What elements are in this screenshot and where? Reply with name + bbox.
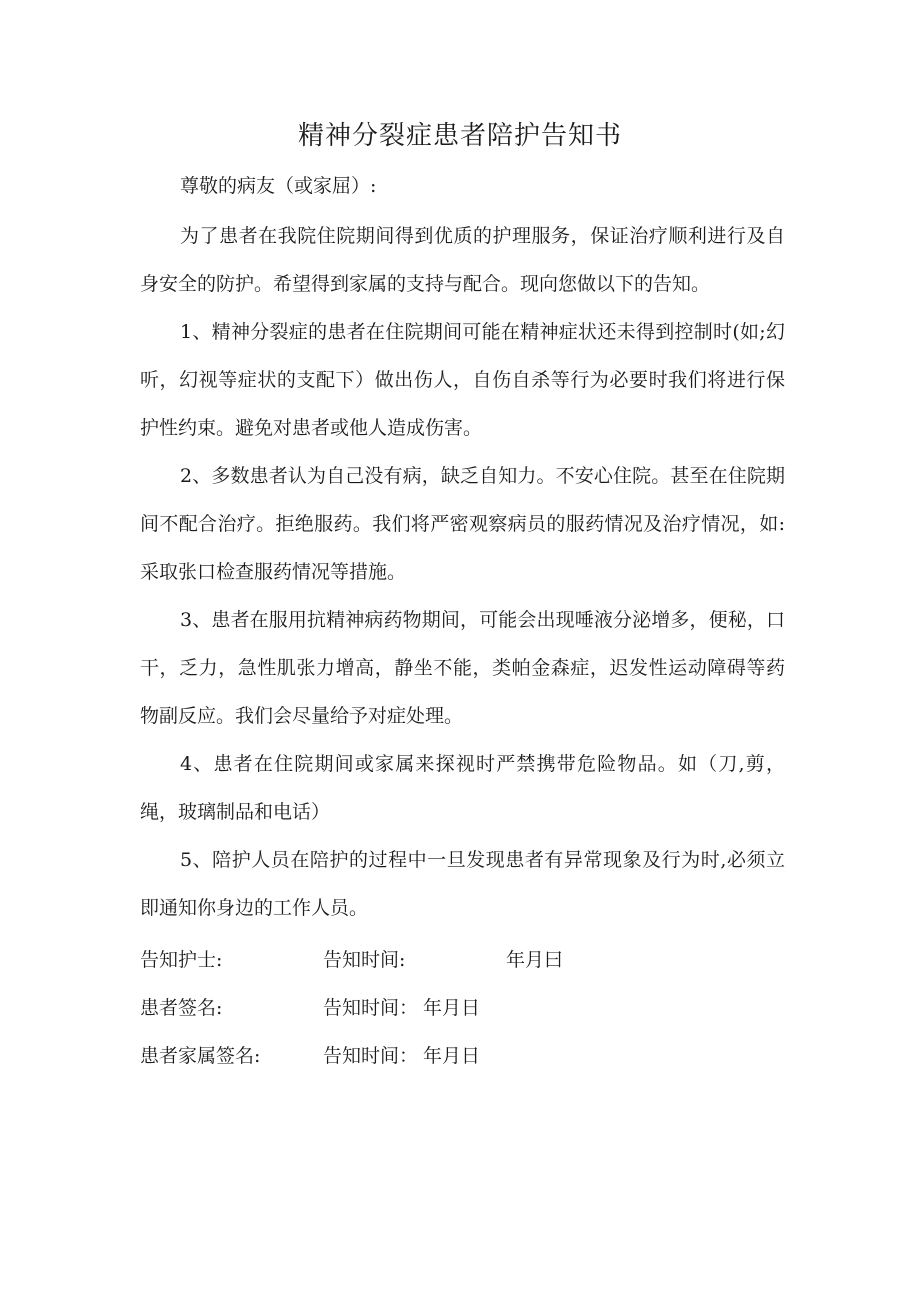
nurse-label: 告知护士: (140, 949, 223, 971)
patient-date: 年月日 (423, 997, 481, 1019)
patient-time-label: 告知时间： (323, 997, 419, 1019)
family-time-label: 告知时间： (323, 1045, 419, 1067)
notice-item-5: 5、陪护人员在陪护的过程中一旦发现患者有异常现象及行为时,必须立即通知你身边的工作人员。 (140, 849, 785, 919)
notice-item-4: 4、患者在住院期间或家属来探视时严禁携带危险物品。如（刀,剪，绳，玻璃制品和电话） (140, 753, 785, 823)
nurse-date: 年月曰 (506, 949, 564, 971)
greeting-line: 尊敬的病友（或家屈）: (180, 175, 377, 197)
family-date: 年月日 (423, 1045, 481, 1067)
signature-row-patient (140, 984, 785, 1032)
patient-signature-label: 患者签名: (140, 997, 223, 1019)
family-signature-label: 患者家属签名: (140, 1045, 261, 1067)
notice-item-1: 1、精神分裂症的患者在住院期间可能在精神症状还未得到控制时(如;幻听，幻视等症状的支配下）做出伤人，自伤自杀等行为必要时我们将进行保护性约束。避免对患者或他人造成伤害。 (140, 321, 785, 439)
document-title: 精神分裂症患者陪护告知书 (297, 121, 622, 151)
signature-row-family (140, 1032, 785, 1080)
intro-paragraph: 为了患者在我院住院期间得到优质的护理服务，保证治疗顺利进行及自身安全的防护。希望得到家属的支持与配合。现向您做以下的告知。 (140, 225, 785, 295)
notice-item-2: 2、多数患者认为自己没有病，缺乏自知力。不安心住院。甚至在住院期间不配合治疗。拒绝服药。我们将严密观察病员的服药情况及治疗情况，如:采取张口检查服药情况等措施。 (140, 465, 785, 583)
nurse-time-label: 告知时间: (323, 949, 406, 971)
notice-item-3: 3、患者在服用抗精神病药物期间，可能会出现唾液分泌增多，便秘，口干，乏力，急性肌张力增高，静坐不能，类帕金森症，迟发性运动障碍等药物副反应。我们会尽量给予对症处理。 (140, 609, 785, 727)
signature-row-nurse (140, 936, 785, 984)
